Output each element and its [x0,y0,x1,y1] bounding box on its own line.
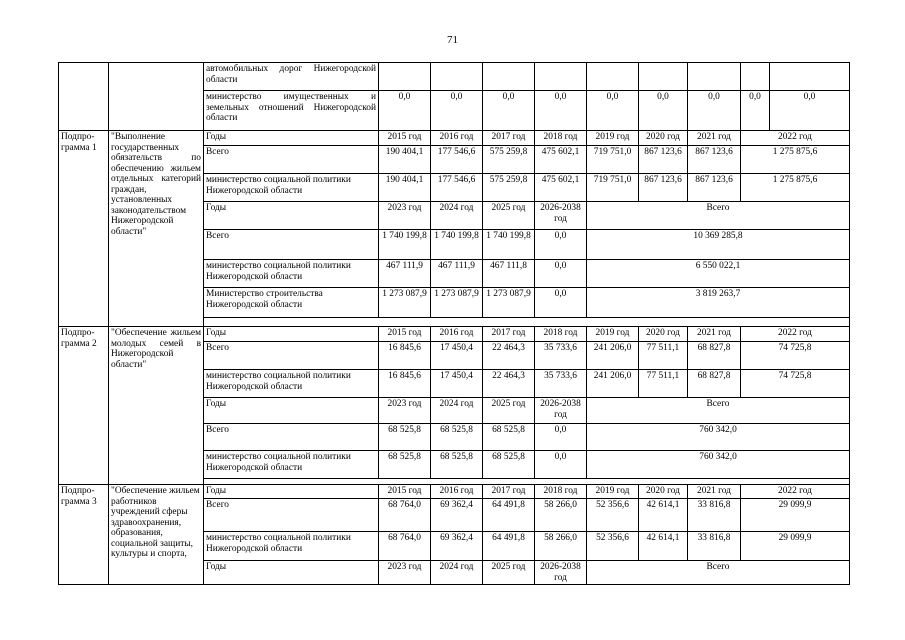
value-cell: 42 614,1 [639,532,688,561]
value-cell: 1 273 087,9 [379,288,431,318]
value-cell: 867 123,6 [688,174,741,202]
row-label: министерство социальной политики Нижегородской области [204,260,379,288]
value-cell: 35 733,6 [535,370,587,398]
value-cell: 68 525,8 [431,451,483,479]
row-label: министерство социальной политики Нижегородской области [204,174,379,202]
year-cell: 2021 год [688,327,741,342]
value-cell: 68 525,8 [483,451,535,479]
value-cell: 241 206,0 [587,370,639,398]
value-cell: 77 511,1 [639,342,688,370]
total-header: Всего [587,202,850,230]
year-cell: 2023 год [379,561,431,585]
value-cell [639,63,688,91]
total-label: Всего [204,499,379,532]
year-cell: 2020 год [639,131,688,146]
row-label: министерство имущественных и земельных отношений Нижегородской области [204,91,379,131]
funding-table [58,62,850,585]
row-label: автомобильных дорог Нижегородской области [204,63,379,91]
value-cell: 0,0 [431,91,483,131]
year-cell: 2016 год [431,131,483,146]
year-cell: 2018 год [535,131,587,146]
year-cell: 2026-2038 год [535,202,587,230]
value-cell: 0,0 [379,91,431,131]
table-row [59,63,850,91]
year-cell: 2022 год [741,485,850,499]
year-cell: 2018 год [535,485,587,499]
year-cell: 2025 год [483,398,535,424]
row-label: министерство социальной политики Нижегородской области [204,532,379,561]
value-cell: 0,0 [535,424,587,451]
value-cell: 68 764,0 [379,499,431,532]
value-cell [688,63,741,91]
year-cell: 2019 год [587,131,639,146]
value-cell: 16 845,6 [379,342,431,370]
value-cell: 68 525,8 [483,424,535,451]
value-cell: 74 725,8 [741,342,850,370]
total-label: Всего [204,342,379,370]
value-cell: 35 733,6 [535,342,587,370]
value-cell: 68 525,8 [379,424,431,451]
table-row [59,485,850,499]
value-cell: 0,0 [535,91,587,131]
value-cell: 22 464,3 [483,342,535,370]
value-cell: 58 266,0 [535,532,587,561]
year-cell: 2024 год [431,202,483,230]
year-cell: 2019 год [587,327,639,342]
years-label: Годы [204,398,379,424]
value-cell: 68 525,8 [379,451,431,479]
years-label: Годы [204,202,379,230]
value-cell: 0,0 [535,260,587,288]
value-cell: 77 511,1 [639,370,688,398]
years-label: Годы [204,131,379,146]
years-label: Годы [204,485,379,499]
value-cell: 575 259,8 [483,174,535,202]
year-cell: 2024 год [431,561,483,585]
value-cell: 68 525,8 [431,424,483,451]
value-cell: 16 845,6 [379,370,431,398]
year-cell: 2018 год [535,327,587,342]
year-cell: 2022 год [741,327,850,342]
value-cell: 241 206,0 [587,342,639,370]
subprogram-code: Подпро-грамма 3 [59,485,109,585]
value-cell: 177 546,6 [431,174,483,202]
value-cell: 467 111,9 [431,260,483,288]
year-cell: 2026-2038 год [535,561,587,585]
value-cell: 475 602,1 [535,146,587,174]
value-cell: 68 827,8 [688,342,741,370]
year-cell: 2023 год [379,398,431,424]
value-cell: 1 740 199,8 [379,230,431,260]
value-cell: 29 099,9 [741,532,850,561]
year-cell: 2020 год [639,485,688,499]
value-cell: 1 273 087,9 [431,288,483,318]
value-cell: 22 464,3 [483,370,535,398]
value-cell [535,63,587,91]
table-row [59,327,850,342]
empty-cell [59,63,109,131]
value-cell: 0,0 [535,230,587,260]
value-cell: 867 123,6 [639,146,688,174]
subprogram-title: "Выполнение государственных обязательств по обеспечению жильем отдельных категорий граждан, установленных законодательством Нижегородской области" [109,131,204,327]
value-cell: 467 111,8 [483,260,535,288]
total-label: Всего [204,146,379,174]
subprogram-code: Подпро-грамма 2 [59,327,109,485]
year-cell: 2017 год [483,131,535,146]
year-cell: 2016 год [431,327,483,342]
year-cell: 2015 год [379,131,431,146]
year-cell: 2021 год [688,485,741,499]
subprogram-code: Подпро-грамма 1 [59,131,109,327]
value-cell: 58 266,0 [535,499,587,532]
value-cell [379,63,431,91]
value-cell: 74 725,8 [741,370,850,398]
value-cell: 0,0 [535,288,587,318]
value-cell: 0,0 [587,91,639,131]
value-cell: 190 404,1 [379,174,431,202]
total-label: Всего [204,230,379,260]
value-cell: 0,0 [741,91,770,131]
value-cell: 68 827,8 [688,370,741,398]
year-cell: 2017 год [483,327,535,342]
sum-cell: 760 342,0 [587,424,850,451]
value-cell: 0,0 [639,91,688,131]
value-cell: 0,0 [535,451,587,479]
value-cell: 0,0 [483,91,535,131]
sum-cell: 3 819 263,7 [587,288,850,318]
row-label: министерство социальной политики Нижегородской области [204,370,379,398]
year-cell: 2025 год [483,561,535,585]
value-cell: 17 450,4 [431,370,483,398]
value-cell: 719 751,0 [587,146,639,174]
value-cell [431,63,483,91]
value-cell: 42 614,1 [639,499,688,532]
value-cell: 33 816,8 [688,499,741,532]
subprogram-title: "Обеспечение жильем молодых семей в Нижегородской области" [109,327,204,485]
value-cell: 17 450,4 [431,342,483,370]
year-cell: 2015 год [379,327,431,342]
year-cell: 2024 год [431,398,483,424]
year-cell: 2015 год [379,485,431,499]
value-cell: 69 362,4 [431,499,483,532]
total-header: Всего [587,398,850,424]
row-label: министерство социальной политики Нижегородской области [204,451,379,479]
value-cell [587,63,639,91]
value-cell: 29 099,9 [741,499,850,532]
total-label: Всего [204,424,379,451]
value-cell: 1 740 199,8 [483,230,535,260]
empty-cell [109,63,204,131]
year-cell: 2023 год [379,202,431,230]
value-cell: 719 751,0 [587,174,639,202]
value-cell: 867 123,6 [688,146,741,174]
years-label: Годы [204,327,379,342]
value-cell: 190 404,1 [379,146,431,174]
value-cell: 64 491,8 [483,499,535,532]
value-cell: 177 546,6 [431,146,483,174]
value-cell: 68 764,0 [379,532,431,561]
value-cell: 1 275 875,6 [741,146,850,174]
spacer-cell [204,318,850,327]
value-cell: 575 259,8 [483,146,535,174]
value-cell: 1 275 875,6 [741,174,850,202]
value-cell: 867 123,6 [639,174,688,202]
subprogram-title: "Обеспечение жильем работников учреждений сферы здравоохранения, образования, социальной защиты, культуры и спорта, [109,485,204,585]
value-cell: 69 362,4 [431,532,483,561]
value-cell [483,63,535,91]
value-cell: 1 273 087,9 [483,288,535,318]
value-cell: 467 111,9 [379,260,431,288]
value-cell: 52 356,6 [587,532,639,561]
sum-cell: 760 342,0 [587,451,850,479]
total-header: Всего [587,561,850,585]
value-cell [741,63,770,91]
value-cell: 0,0 [688,91,741,131]
year-cell: 2020 год [639,327,688,342]
year-cell: 2022 год [741,131,850,146]
year-cell: 2017 год [483,485,535,499]
row-label: Министерство строительства Нижегородской области [204,288,379,318]
value-cell: 475 602,1 [535,174,587,202]
value-cell: 64 491,8 [483,532,535,561]
year-cell: 2026-2038 год [535,398,587,424]
year-cell: 2021 год [688,131,741,146]
years-label: Годы [204,561,379,585]
value-cell [770,63,850,91]
value-cell: 33 816,8 [688,532,741,561]
page-number: 71 [447,34,458,46]
value-cell: 1 740 199,8 [431,230,483,260]
sum-cell: 6 550 022,1 [587,260,850,288]
year-cell: 2025 год [483,202,535,230]
value-cell: 0,0 [770,91,850,131]
value-cell: 52 356,6 [587,499,639,532]
table-row [59,131,850,146]
year-cell: 2019 год [587,485,639,499]
year-cell: 2016 год [431,485,483,499]
sum-cell: 10 369 285,8 [587,230,850,260]
